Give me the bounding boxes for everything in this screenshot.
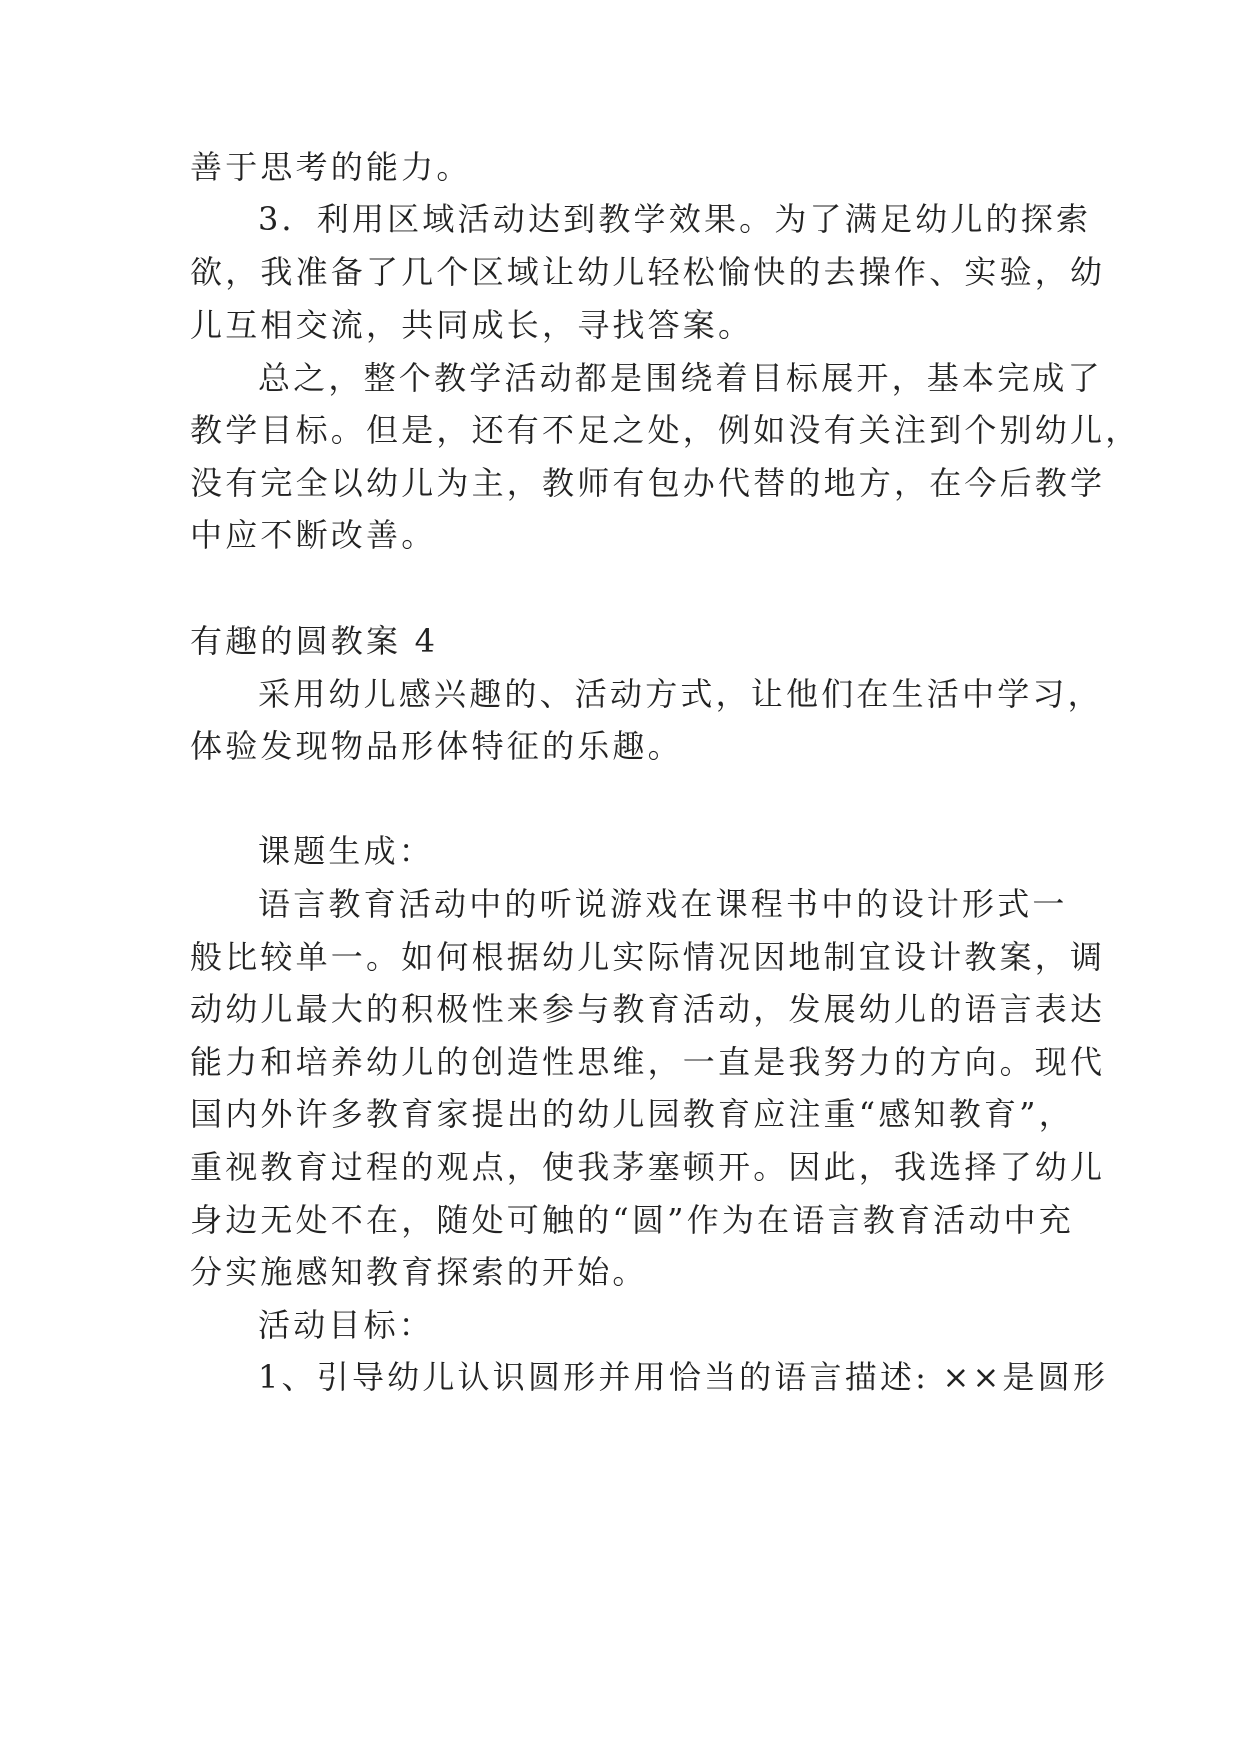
paragraph-line: 总之，整个教学活动都是围绕着目标展开，基本完成了 xyxy=(258,359,1103,397)
paragraph-line: 分实施感知教育探索的开始。 xyxy=(190,1253,648,1291)
paragraph-line: 中应不断改善。 xyxy=(190,516,437,554)
paragraph-line: 儿互相交流，共同成长，寻找答案。 xyxy=(190,306,754,344)
paragraph-line: 采用幼儿感兴趣的、活动方式，让他们在生活中学习， xyxy=(258,675,1103,713)
paragraph-line: 3．利用区域活动达到教学效果。为了满足幼儿的探索 xyxy=(258,200,1092,238)
paragraph-line: 国内外许多教育家提出的幼儿园教育应注重“感知教育”， xyxy=(190,1095,1074,1133)
paragraph-line: 善于思考的能力。 xyxy=(190,148,472,186)
section-title: 有趣的圆教案 4 xyxy=(190,622,439,660)
heading-goals: 活动目标： xyxy=(258,1306,435,1344)
paragraph-line: 重视教育过程的观点，使我茅塞顿开。因此，我选择了幼儿 xyxy=(190,1148,1106,1186)
paragraph-line: 没有完全以幼儿为主，教师有包办代替的地方，在今后教学 xyxy=(190,464,1106,502)
paragraph-line: 语言教育活动中的听说游戏在课程书中的设计形式一 xyxy=(258,885,1068,923)
paragraph-line: 能力和培养幼儿的创造性思维，一直是我努力的方向。现代 xyxy=(190,1043,1106,1081)
paragraph-line: 体验发现物品形体特征的乐趣。 xyxy=(190,727,683,765)
goal-item-1: 1、引导幼儿认识圆形并用恰当的语言描述: ××是圆形 xyxy=(258,1358,1109,1396)
paragraph-line: 身边无处不在，随处可触的“圆”作为在语言教育活动中充 xyxy=(190,1201,1074,1239)
paragraph-line: 欲，我准备了几个区域让幼儿轻松愉快的去操作、实验，幼 xyxy=(190,253,1106,291)
heading-origin: 课题生成： xyxy=(258,832,435,870)
paragraph-line: 教学目标。但是，还有不足之处，例如没有关注到个别幼儿， xyxy=(190,411,1141,449)
paragraph-line: 般比较单一。如何根据幼儿实际情况因地制宜设计教案，调 xyxy=(190,938,1106,976)
paragraph-line: 动幼儿最大的积极性来参与教育活动，发展幼儿的语言表达 xyxy=(190,990,1106,1028)
